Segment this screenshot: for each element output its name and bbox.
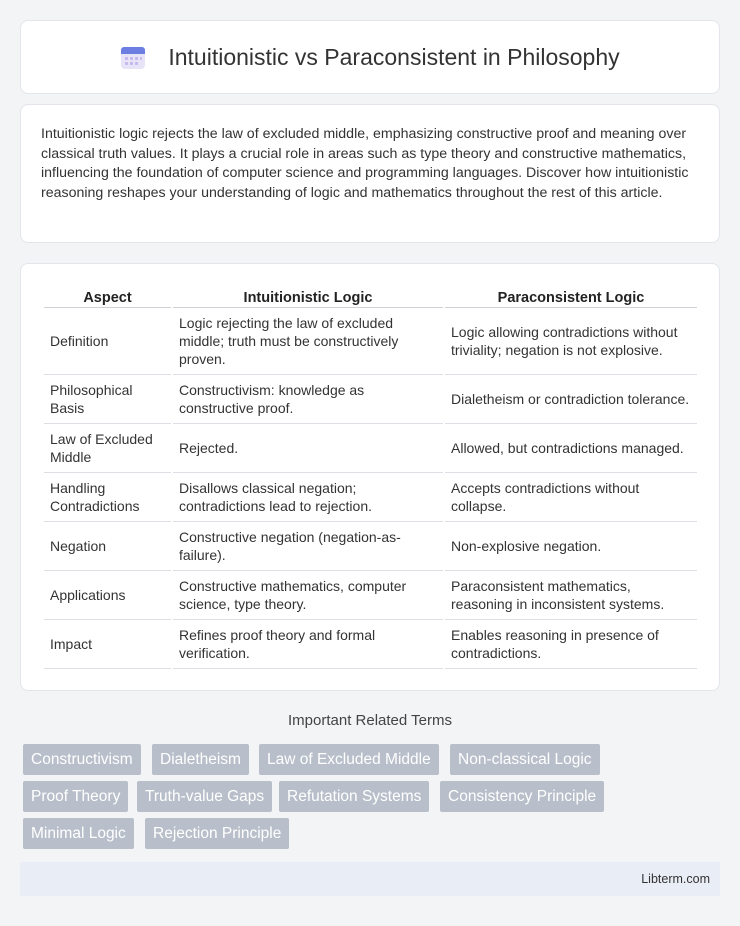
- table-row: [44, 473, 697, 522]
- row-aspect: Philosophical Basis: [44, 375, 171, 424]
- comparison-table: [42, 286, 699, 669]
- intro-card: [20, 104, 720, 243]
- tag-rejection-principle[interactable]: Rejection Principle: [145, 818, 289, 849]
- calendar-icon: [120, 44, 146, 70]
- row-paraconsistent: Logic allowing contradictions without triviality; negation is not explosive.: [445, 308, 697, 375]
- tag-constructivism[interactable]: Constructivism: [23, 744, 141, 775]
- row-aspect: Handling Contradictions: [44, 473, 171, 522]
- row-aspect: Law of Excluded Middle: [44, 424, 171, 473]
- row-aspect: Impact: [44, 620, 171, 669]
- tag-dialetheism[interactable]: Dialetheism: [152, 744, 249, 775]
- table-row: [44, 424, 697, 473]
- table-row: [44, 375, 697, 424]
- tag-truth-value-gaps[interactable]: Truth-value Gaps: [137, 781, 272, 812]
- related-terms-title: Important Related Terms: [288, 712, 452, 729]
- row-aspect: Negation: [44, 522, 171, 571]
- row-aspect: Definition: [44, 308, 171, 375]
- header-aspect: Aspect: [44, 286, 171, 308]
- table-row: [44, 522, 697, 571]
- tag-minimal-logic[interactable]: Minimal Logic: [23, 818, 134, 849]
- tag-refutation-systems[interactable]: Refutation Systems: [279, 781, 429, 812]
- header-paraconsistent: Paraconsistent Logic: [445, 286, 697, 308]
- table-row: [44, 308, 697, 375]
- table-header-row: [44, 286, 697, 308]
- row-intuitionistic: Constructive mathematics, computer science, type theory.: [173, 571, 443, 620]
- row-paraconsistent: Non-explosive negation.: [445, 522, 697, 571]
- intro-text: Intuitionistic logic rejects the law of excluded middle, emphasizing constructive proof and meaning over classical truth values. It plays a crucial role in areas such as type theory and constructive mathematics, influencing the foundation of computer science and programming languages. Discover how intuitionistic reasoning reshapes your understanding of logic and mathematics throughout the rest of this article.: [41, 126, 689, 201]
- row-intuitionistic: Refines proof theory and formal verification.: [173, 620, 443, 669]
- row-paraconsistent: Dialetheism or contradiction tolerance.: [445, 375, 697, 424]
- row-aspect: Applications: [44, 571, 171, 620]
- tag-law-of-excluded-middle[interactable]: Law of Excluded Middle: [259, 744, 439, 775]
- row-paraconsistent: Paraconsistent mathematics, reasoning in inconsistent systems.: [445, 571, 697, 620]
- header-intuitionistic: Intuitionistic Logic: [173, 286, 443, 308]
- row-intuitionistic: Rejected.: [173, 424, 443, 473]
- page-title: Intuitionistic vs Paraconsistent in Philosophy: [168, 43, 620, 70]
- tag-non-classical-logic[interactable]: Non-classical Logic: [450, 744, 600, 775]
- title-card: [20, 20, 720, 94]
- comparison-card: [20, 263, 720, 691]
- row-intuitionistic: Disallows classical negation; contradictions lead to rejection.: [173, 473, 443, 522]
- tag-consistency-principle[interactable]: Consistency Principle: [440, 781, 604, 812]
- row-intuitionistic: Constructive negation (negation-as-failure).: [173, 522, 443, 571]
- row-paraconsistent: Allowed, but contradictions managed.: [445, 424, 697, 473]
- footer-site[interactable]: Libterm.com: [641, 872, 710, 886]
- table-row: [44, 571, 697, 620]
- row-paraconsistent: Accepts contradictions without collapse.: [445, 473, 697, 522]
- row-intuitionistic: Logic rejecting the law of excluded middle; truth must be constructively proven.: [173, 308, 443, 375]
- table-row: [44, 620, 697, 669]
- row-intuitionistic: Constructivism: knowledge as constructive proof.: [173, 375, 443, 424]
- tag-proof-theory[interactable]: Proof Theory: [23, 781, 128, 812]
- footer: [20, 862, 720, 896]
- row-paraconsistent: Enables reasoning in presence of contradictions.: [445, 620, 697, 669]
